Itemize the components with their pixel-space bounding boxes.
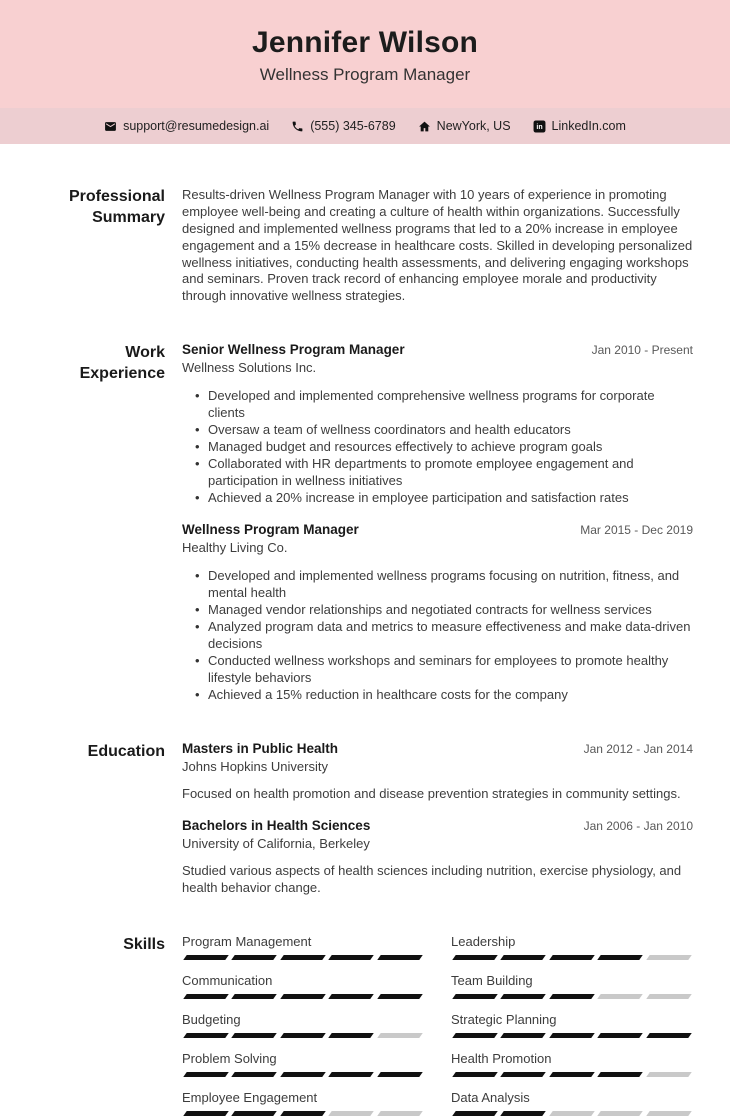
- skill-bar-segment: [646, 1033, 692, 1038]
- skill-bar-segment: [183, 1072, 229, 1077]
- skill-bar: [451, 994, 693, 999]
- skill-name: Budgeting: [182, 1012, 241, 1028]
- education-entry: [182, 741, 693, 803]
- skill-bar-segment: [597, 1111, 643, 1116]
- job-title: Senior Wellness Program Manager: [182, 342, 405, 358]
- resume-header: [0, 0, 730, 108]
- degree-title: Masters in Public Health: [182, 740, 339, 756]
- skill-bar: [182, 1072, 424, 1077]
- degree-header: [182, 741, 693, 756]
- section-professional-summary: [0, 186, 730, 305]
- skill-bar-segment: [646, 994, 692, 999]
- skill-bar: [182, 994, 424, 999]
- bullet-item: • Managed budget and resources effectively to achieve program goals: [195, 439, 693, 456]
- skill-bar-segment: [452, 955, 498, 960]
- job-company: Healthy Living Co.: [182, 540, 288, 556]
- skill-bar-segment: [232, 1111, 278, 1116]
- skill-name: Problem Solving: [182, 1051, 277, 1067]
- skill-name: Team Building: [451, 973, 533, 989]
- section-label-summary: Professional Summary: [68, 188, 165, 227]
- skill-bar-segment: [501, 1072, 547, 1077]
- skill-item: [182, 1090, 424, 1116]
- skill-bar-segment: [280, 955, 326, 960]
- person-name: Jennifer Wilson: [251, 26, 479, 59]
- job-title: Wellness Program Manager: [182, 522, 359, 538]
- skill-bar-segment: [549, 1111, 595, 1116]
- section-label-education: Education: [87, 742, 165, 760]
- section-skills: [0, 934, 730, 1116]
- contact-bar: [0, 108, 730, 144]
- skill-bar-segment: [501, 955, 547, 960]
- skill-bar-segment: [328, 994, 374, 999]
- skill-bar: [451, 1072, 693, 1077]
- bullet-item: • Analyzed program data and metrics to measure effectiveness and make data-driven decisions: [195, 619, 693, 653]
- skill-name: Health Promotion: [451, 1051, 552, 1067]
- skill-item: [451, 1090, 693, 1116]
- contact-email[interactable]: [104, 119, 269, 133]
- skill-item: [451, 1012, 693, 1038]
- skill-name: Data Analysis: [451, 1090, 530, 1106]
- bullet-item: • Achieved a 20% increase in employee participation and satisfaction rates: [195, 490, 693, 507]
- contact-email-text: support@resumedesign.ai: [123, 119, 270, 133]
- skill-bar-segment: [646, 1072, 692, 1077]
- skill-bar-segment: [232, 955, 278, 960]
- section-label-skills: Skills: [123, 936, 165, 954]
- skill-bar-segment: [597, 1072, 643, 1077]
- bullet-item: • Conducted wellness workshops and seminars for employees to promote healthy lifestyle behaviors: [195, 653, 693, 687]
- skill-bar-segment: [597, 994, 643, 999]
- bullet-item: • Managed vendor relationships and negotiated contracts for wellness services: [195, 602, 693, 619]
- skill-bar-segment: [183, 1033, 229, 1038]
- skill-bar-segment: [549, 1033, 595, 1038]
- contact-linkedin-text: LinkedIn.com: [551, 119, 626, 133]
- skill-bar-segment: [328, 1111, 374, 1116]
- skill-bar: [182, 955, 424, 960]
- linkedin-icon: [533, 120, 546, 133]
- skill-bar-segment: [452, 994, 498, 999]
- skill-bar-segment: [377, 1072, 423, 1077]
- phone-icon: [291, 120, 304, 133]
- contact-phone-text: (555) 345-6789: [310, 119, 396, 133]
- skill-item: [182, 1012, 424, 1038]
- skill-item: [451, 973, 693, 999]
- skill-bar-segment: [549, 1072, 595, 1077]
- skill-item: [451, 1051, 693, 1077]
- skill-bar-segment: [328, 955, 374, 960]
- bullet-item: • Developed and implemented wellness programs focusing on nutrition, fitness, and mental health: [195, 568, 693, 602]
- skill-bar-segment: [280, 1111, 326, 1116]
- home-icon: [418, 120, 431, 133]
- skill-bar-segment: [377, 1111, 423, 1116]
- degree-description: Studied various aspects of health sciences including nutrition, exercise physiology, and health behavior change.: [182, 863, 682, 896]
- skill-name: Strategic Planning: [451, 1012, 557, 1028]
- skill-item: [182, 934, 424, 960]
- skill-item: [182, 1051, 424, 1077]
- skill-bar-segment: [452, 1111, 498, 1116]
- degree-title: Bachelors in Health Sciences: [182, 818, 371, 834]
- skill-bar-segment: [183, 955, 229, 960]
- skill-bar-segment: [280, 1033, 326, 1038]
- svg-text:in: in: [535, 123, 543, 131]
- job-bullets: [182, 388, 693, 506]
- skill-bar-segment: [377, 994, 423, 999]
- skill-bar-segment: [646, 1111, 692, 1116]
- skill-bar-segment: [549, 994, 595, 999]
- skill-name: Leadership: [451, 934, 516, 950]
- degree-description: Focused on health promotion and disease prevention strategies in community settings.: [182, 785, 681, 801]
- skill-item: [451, 934, 693, 960]
- skill-bar-segment: [597, 1033, 643, 1038]
- skill-bar: [182, 1033, 424, 1038]
- skill-bar-segment: [232, 1072, 278, 1077]
- bullet-item: • Achieved a 15% reduction in healthcare costs for the company: [195, 687, 693, 704]
- skill-bar: [451, 1111, 693, 1116]
- skill-name: Employee Engagement: [182, 1090, 318, 1106]
- job-header: [182, 342, 693, 357]
- skills-grid: [182, 934, 693, 1116]
- bullet-item: • Developed and implemented comprehensive wellness programs for corporate clients: [195, 388, 693, 422]
- contact-linkedin[interactable]: [533, 119, 626, 133]
- resume-body: [0, 144, 730, 1116]
- summary-text: Results-driven Wellness Program Manager with 10 years of experience in promoting employee well-being and creating a culture of health within organizations. Successfully designed and implemented wellness programs that led to a 20% increase in employee engagement and a 15% decrease in healthcare costs. Skilled in developing personalized wellness initiatives, conducting health assessments, and delivering engaging workshops and seminars. Proven track record of enhancing employee morale and productivity through innovative wellness strategies.: [182, 187, 693, 304]
- skill-bar-segment: [232, 994, 278, 999]
- skill-bar: [451, 1033, 693, 1038]
- section-work-experience: [0, 342, 730, 703]
- skill-bar-segment: [328, 1033, 374, 1038]
- skill-bar: [451, 955, 693, 960]
- skill-bar-segment: [501, 994, 547, 999]
- bullet-item: • Oversaw a team of wellness coordinators and health educators: [195, 422, 693, 439]
- skill-bar-segment: [183, 994, 229, 999]
- skill-bar-segment: [501, 1111, 547, 1116]
- job-entry: [182, 342, 693, 506]
- section-education: [0, 741, 730, 898]
- education-entry: [182, 818, 693, 897]
- bullet-item: • Collaborated with HR departments to promote employee engagement and participation in wellness initiatives: [195, 456, 693, 490]
- job-dates: Jan 2010 - Present: [591, 343, 693, 358]
- jobs-list: [182, 342, 693, 703]
- degree-dates: Jan 2006 - Jan 2010: [583, 819, 693, 834]
- contact-location[interactable]: [418, 119, 511, 133]
- skill-bar-segment: [377, 955, 423, 960]
- skill-bar-segment: [501, 1033, 547, 1038]
- skill-bar-segment: [597, 955, 643, 960]
- skill-bar: [182, 1111, 424, 1116]
- job-company: Wellness Solutions Inc.: [182, 360, 317, 376]
- skill-bar-segment: [280, 994, 326, 999]
- degrees-list: [182, 741, 693, 898]
- skill-bar-segment: [280, 1072, 326, 1077]
- skill-bar-segment: [377, 1033, 423, 1038]
- skill-bar-segment: [232, 1033, 278, 1038]
- skill-name: Communication: [182, 973, 273, 989]
- degree-school: Johns Hopkins University: [182, 758, 328, 774]
- job-entry: [182, 522, 693, 703]
- person-job-title: Wellness Program Manager: [259, 65, 471, 84]
- skill-bar-segment: [549, 955, 595, 960]
- skill-bar-segment: [646, 955, 692, 960]
- degree-dates: Jan 2012 - Jan 2014: [583, 741, 693, 756]
- skill-bar-segment: [452, 1072, 498, 1077]
- contact-location-text: NewYork, US: [436, 119, 511, 133]
- job-bullets: [182, 568, 693, 703]
- job-dates: Mar 2015 - Dec 2019: [580, 523, 693, 538]
- skill-bar-segment: [452, 1033, 498, 1038]
- job-header: [182, 522, 693, 537]
- degree-school: University of California, Berkeley: [182, 836, 370, 852]
- skill-name: Program Management: [182, 934, 312, 950]
- section-label-experience: Work Experience: [79, 344, 165, 383]
- contact-phone[interactable]: [291, 119, 395, 133]
- degree-header: [182, 818, 693, 833]
- skill-item: [182, 973, 424, 999]
- skill-bar-segment: [328, 1072, 374, 1077]
- skill-bar-segment: [183, 1111, 229, 1116]
- email-icon: [104, 120, 117, 133]
